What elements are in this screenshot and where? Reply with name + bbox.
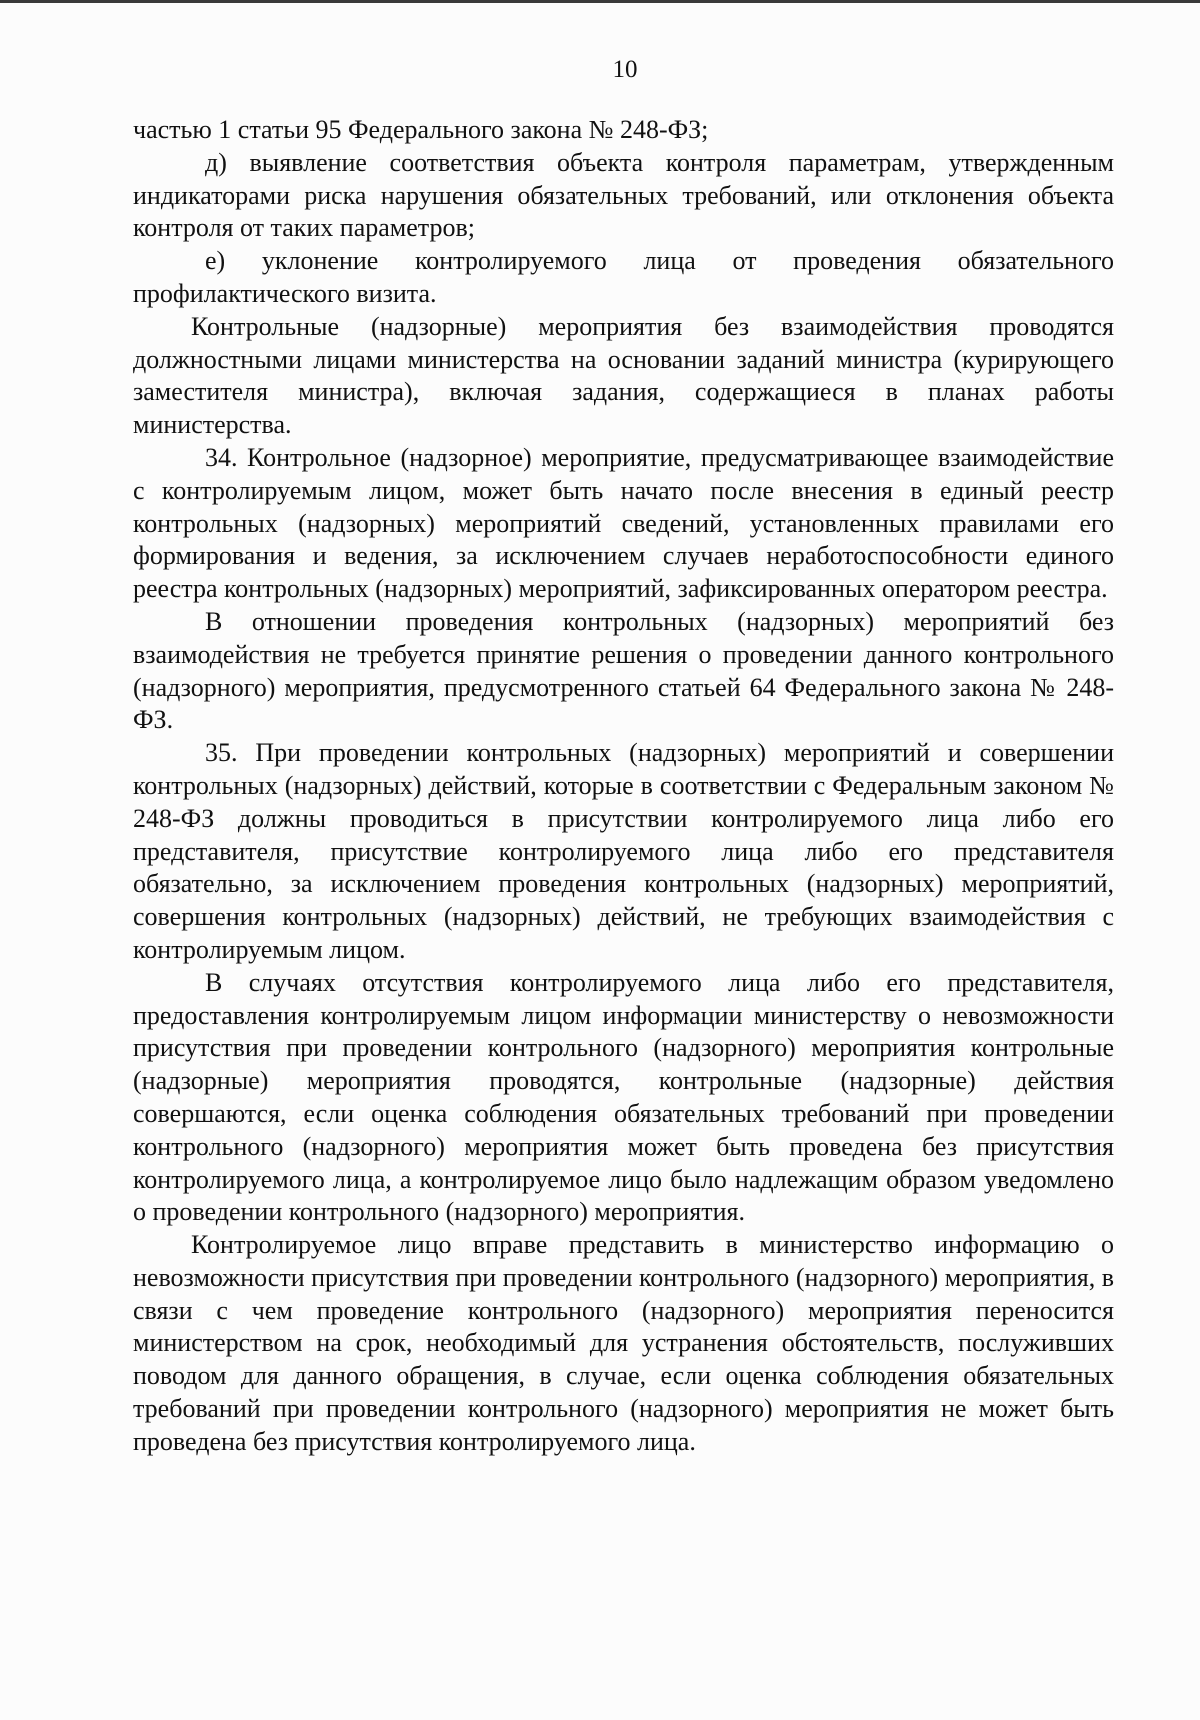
paragraph-item-e: е) уклонение контролируемого лица от проведения обязательного профилактического визита. (133, 246, 1114, 308)
paragraph-absence-cases: В случаях отсутствия контролируемого лица либо его представителя, предоставления контролируемым лицом информации министерству о невозможности присутствия при проведении контрольного (надзорного) мероприятия контрольные (надзорные) мероприятия проводятся, контрольные (надзорные) действия совершаются, если оценка соблюдения обязательных требований при проведении контрольного (надзорного) мероприятия может быть проведена без присутствия контролируемого лица, а контролируемое лицо было надлежащим образом уведомлено о проведении контрольного (надзорного) мероприятия. (133, 967, 1114, 1227)
paragraph-clause-34: 34. Контрольное (надзорное) мероприятие, предусматривающее взаимодействие с контролируемым лицом, может быть начато после внесения в единый реестр контрольных (надзорных) мероприятий сведений, установленных правилами его формирования и ведения, за исключением случаев неработоспособности единого реестра контрольных (надзорных) мероприятий, зафиксированных оператором реестра. (133, 442, 1114, 604)
paragraph-no-decision-required: В отношении проведения контрольных (надзорных) мероприятий без взаимодействия не требуется принятие решения о проведении данного контрольного (надзорного) мероприятия, предусмотренного статьей 64 Федерального закона № 248-ФЗ. (133, 606, 1114, 735)
paragraph-item-d: д) выявление соответствия объекта контроля параметрам, утвержденным индикаторами риска нарушения обязательных требований, или отклонения объекта контроля от таких параметров; (133, 147, 1114, 243)
paragraph-clause-35: 35. При проведении контрольных (надзорных) мероприятий и совершении контрольных (надзорных) действий, которые в соответствии с Федеральным законом № 248-ФЗ должны проводиться в присутствии контролируемого лица либо его представителя, присутствие контролируемого лица либо его представителя обязательно, за исключением проведения контрольных (надзорных) мероприятий, совершения контрольных (надзорных) действий, не требующих взаимодействия с контролируемым лицом. (133, 738, 1114, 964)
document-body (133, 114, 1114, 1459)
page-top-edge (0, 0, 1200, 3)
paragraph-continuation: частью 1 статьи 95 Федерального закона № 248-ФЗ; (133, 115, 709, 144)
page-number: 10 (612, 56, 638, 83)
paragraph-no-interaction-measures: Контрольные (надзорные) мероприятия без взаимодействия проводятся должностными лицами министерства на основании заданий министра (курирующего заместителя министра), включая задания, содержащиеся в планах работы министерства. (133, 311, 1114, 440)
paragraph-postponement: Контролируемое лицо вправе представить в министерство информацию о невозможности присутствия при проведении контрольного (надзорного) мероприятия, в связи с чем проведение контрольного (надзорного) мероприятия переносится министерством на срок, необходимый для устранения обстоятельств, послуживших поводом для данного обращения, в случае, если оценка соблюдения обязательных требований при проведении контрольного (надзорного) мероприятия не может быть проведена без присутствия контролируемого лица. (133, 1230, 1114, 1456)
